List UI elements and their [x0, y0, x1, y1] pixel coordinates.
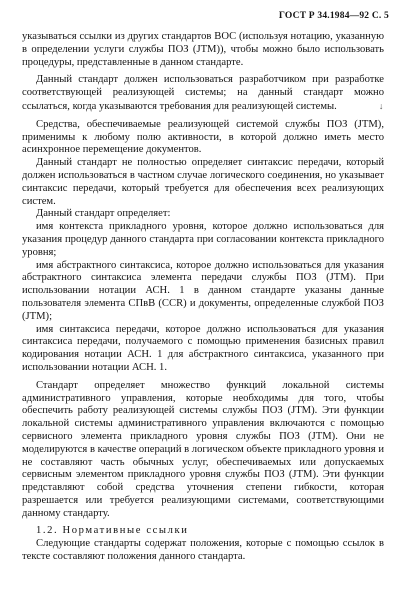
paragraph-developer-usage-text: Данный стандарт должен использоваться разработчиком при разработке соответствующей реализующей системы; на данный стандарт можно ссылаться, когда указываются требования для реализующей системы.: [22, 74, 384, 112]
paragraph-normative-refs: Следующие стандарты содержат положения, которые с помощью ссылок в тексте составляют положения данного стандарта.: [22, 538, 384, 563]
paragraph-facilities: Средства, обеспечиваемые реализующей системой службы ПОЗ (JTM), применимы к любому полю активности, в которой должно иметь место асинхронное перемещение документов.: [22, 118, 384, 156]
paragraph-transfer-syntax: Данный стандарт не полностью определяет синтаксис передачи, который должен использоваться в частном случае логического соединения, но указывает синтаксис передачи, который требуется для обеспечения всех реализующих систем.: [22, 157, 384, 207]
running-header: ГОСТ Р 34.1984—92 С. 5: [278, 11, 389, 21]
list-item-transfer-syntax-name: имя синтаксиса передачи, которое должно использоваться для указания синтаксиса передачи, получаемого с помощью применения базисных правил кодирования нотации АСН. 1 для абстрактного синтаксиса, указанного при использовании нотации АСН. 1.: [22, 323, 384, 373]
document-body: [22, 31, 384, 564]
margin-mark: ↓: [378, 100, 384, 111]
paragraph-developer-usage: [22, 74, 384, 113]
list-item-application-context: имя контекста прикладного уровня, которое должно использоваться для указания процедур данного стандарта при согласовании контекста прикладного уровня;: [22, 221, 384, 258]
list-item-abstract-syntax: имя абстрактного синтаксиса, которое должно использоваться для указания абстрактного синтаксиса элемента передачи службы ПОЗ (JTM). При использовании нотации АСН. 1 в данном стандарте указаны данные пользователя элемента СПвВ (CCR) и документы, определенные службой ПОЗ (JTM);: [22, 259, 384, 322]
paragraph-continuation: указываться ссылки из других стандартов ВОС (используя нотацию, указанную в определении услуги службы ПОЗ (JTM)), чтобы можно было использовать процедуры, представленные в данном стандарте.: [22, 31, 384, 68]
section-heading: 1.2. Нормативные ссылки: [36, 525, 189, 537]
paragraph-defines-intro: Данный стандарт определяет:: [36, 208, 171, 220]
paragraph-management-functions: Стандарт определяет множество функций локальной системы административного управления, которые необходимы для того, чтобы обеспечить работу реализующей системы службы ПОЗ (JTM). Эти функции локальной системы административного управления включаются с помощью сервисного элемента прикладного уровня службы ПОЗ (JTM). Они не моделируются в качестве операций в логическом объекте прикладного уровня и не составляют часть обычных услуг, обеспечиваемых или допускаемых сервисным элементом прикладного уровня службы ПОЗ (JTM). Эти функции представляют собой средства уточнения степени гибкости, которая разрешается или требуется реализующими системами, соответствующими данному стандарту.: [22, 379, 384, 519]
